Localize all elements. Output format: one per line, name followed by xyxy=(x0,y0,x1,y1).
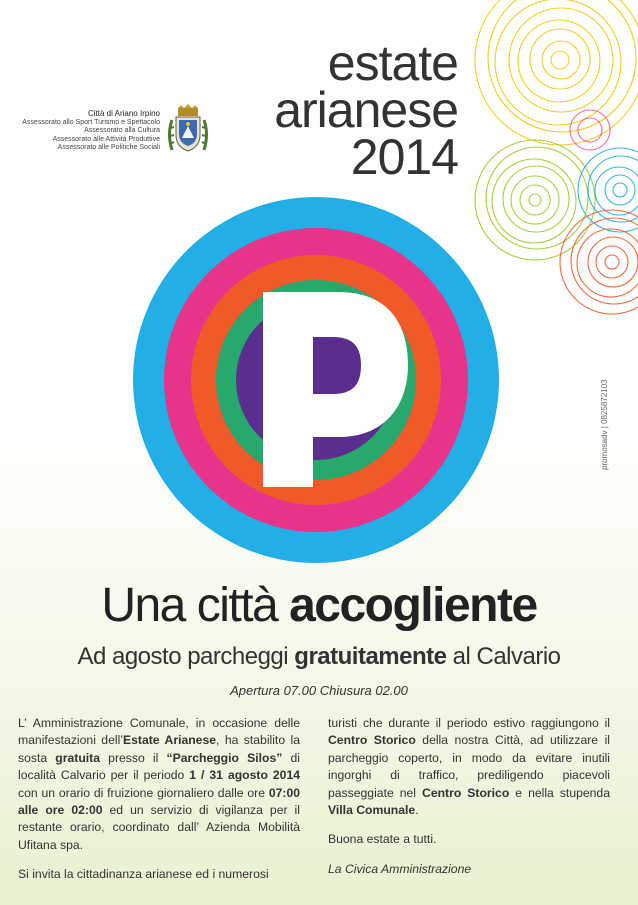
bold-run: “Parcheggio Silos” xyxy=(166,750,283,765)
text-run: presso il xyxy=(100,750,167,765)
bold-run: 1 / 31 agosto 2014 xyxy=(189,768,300,783)
subline-bold: gratuitamente xyxy=(294,643,447,670)
greeting: Buona estate a tutti. xyxy=(328,832,437,847)
text-run: e nella stupenda xyxy=(509,785,610,800)
bold-run: gratuita xyxy=(55,750,100,765)
city-name: Città di Ariano Irpino xyxy=(87,109,160,118)
text-run: della nostra Città, ad utilizzare il parcheggio coperto, in modo da evitare inutili ingorghi di traffico, prediligendo piacevoli passeggiate nel xyxy=(328,733,611,800)
body-column-left xyxy=(18,715,300,896)
subline-part2: al Calvario xyxy=(446,643,561,670)
title-line-2: arianese xyxy=(274,82,458,138)
bold-run: Estate Arianese xyxy=(123,733,217,748)
title-line-3: 2014 xyxy=(350,129,458,185)
parking-logo xyxy=(133,197,499,563)
text-run: . xyxy=(415,803,419,818)
city-info xyxy=(20,110,160,153)
headline xyxy=(0,578,638,633)
announcement-paragraph xyxy=(18,715,300,854)
title-line-1: estate xyxy=(327,35,458,91)
department-1: Assessorato allo Sport Turismo e Spettacolo xyxy=(22,118,160,126)
body-column-right xyxy=(328,715,610,890)
bold-run: Centro Storico xyxy=(422,785,510,800)
printer-credit: promosadv | 0825872103 xyxy=(600,379,609,470)
signature: La Civica Amministrazione xyxy=(328,861,472,876)
event-title xyxy=(274,35,458,185)
text-run: L’ Amministrazione Comunale, in occasione delle manifestazioni dell’ xyxy=(18,716,300,748)
headline-bold: accogliente xyxy=(289,579,537,632)
department-3: Assessorato alle Attività Produttive xyxy=(52,135,160,143)
subheadline xyxy=(0,643,638,671)
text-run: turisti che durante il periodo estivo raggiungono il xyxy=(328,716,610,730)
invitation-paragraph: Si invita la cittadinanza arianese ed i numerosi xyxy=(18,867,269,882)
bold-run: Villa Comunale xyxy=(328,803,416,818)
coat-of-arms-icon xyxy=(166,104,210,158)
text-run: ed un servizio di vigilanza per il restante orario, coordinato dall’ Azienda Mobilità Ufitana spa. xyxy=(18,803,300,852)
text-run: con un orario di fruizione giornaliero dalle ore xyxy=(18,785,269,800)
department-4: Assessorato alle Politiche Sociali xyxy=(57,144,160,152)
opening-hours: Apertura 07.00 Chiusura 02.00 xyxy=(230,683,408,698)
bold-run: 07:00 alle ore 02:00 xyxy=(18,785,300,818)
text-run: , ha stabilito la sosta xyxy=(18,733,300,765)
bold-run: Centro Storico xyxy=(328,733,416,748)
invitation-continued xyxy=(328,715,610,819)
subline-part1: Ad agosto parcheggi xyxy=(77,643,295,670)
department-2: Assessorato alla Cultura xyxy=(84,127,160,135)
text-run: di località Calvario per il periodo xyxy=(18,750,300,783)
headline-light: Una città xyxy=(101,579,290,632)
